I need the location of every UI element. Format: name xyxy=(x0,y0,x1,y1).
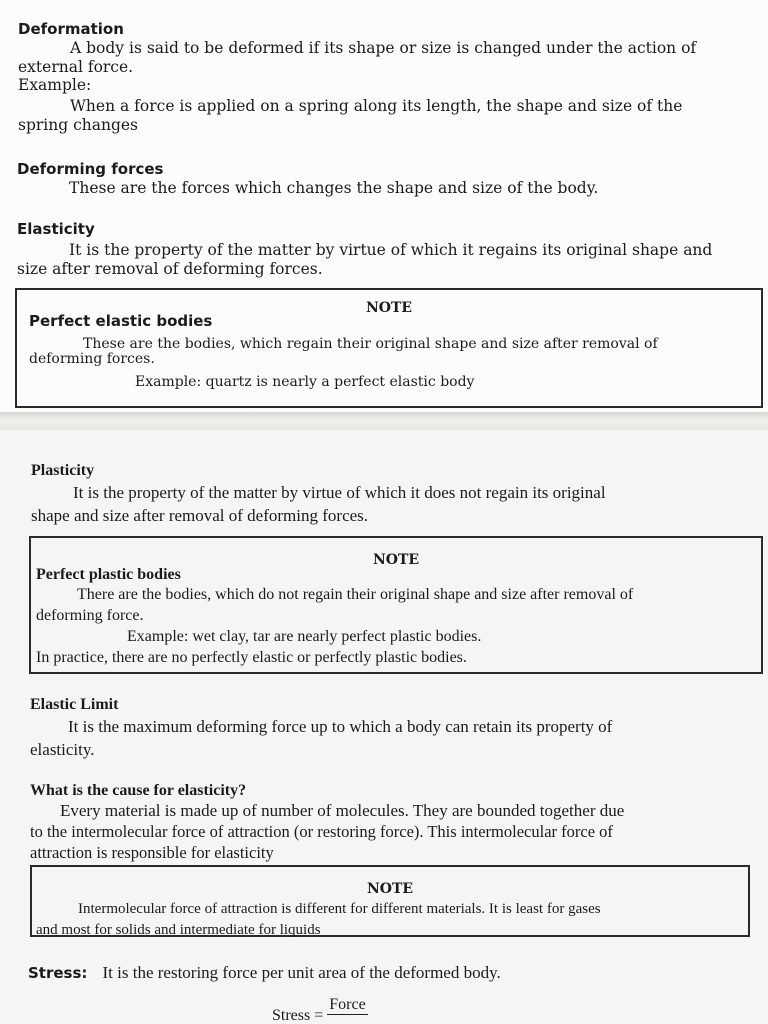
note-line2: deforming force. xyxy=(36,607,144,624)
note-line2: and most for solids and intermediate for liquids xyxy=(36,922,321,938)
note-title: NOTE xyxy=(366,881,414,897)
note-line1: There are the bodies, which do not regain their original shape and size after removal of xyxy=(77,586,634,603)
plasticity-section xyxy=(31,462,766,526)
note-subheading: Perfect elastic bodies xyxy=(29,312,213,330)
note-box-plastic xyxy=(29,536,763,674)
elasticity-line2: size after removal of deforming forces. xyxy=(17,260,323,278)
deforming-forces-text: These are the forces which changes the shape and size of the body. xyxy=(69,179,599,197)
example-label: Example: xyxy=(18,76,92,94)
deformation-ex-line2: spring changes xyxy=(18,116,139,134)
note-example: Example: quartz is nearly a perfect elastic body xyxy=(135,374,475,390)
elasticity-heading: Elasticity xyxy=(17,220,95,238)
deformation-def-line2: external force. xyxy=(18,58,134,76)
cause-heading: What is the cause for elasticity? xyxy=(30,782,247,799)
cause-line1: Every material is made up of number of molecules. They are bounded together due xyxy=(60,801,625,820)
elastic-limit-line1: It is the maximum deforming force up to which a body can retain its property of xyxy=(68,717,613,736)
deformation-section xyxy=(18,20,763,136)
note-box-elastic xyxy=(15,288,763,408)
plasticity-heading: Plasticity xyxy=(31,462,95,479)
deforming-forces-section xyxy=(17,160,762,199)
deformation-def-line1: A body is said to be deformed if its shape or size is changed under the action of xyxy=(70,39,697,57)
note-line1: These are the bodies, which regain their original shape and size after removal of xyxy=(83,336,658,352)
stress-section xyxy=(28,962,763,983)
plasticity-line2: shape and size after removal of deforming forces. xyxy=(31,506,369,525)
stress-formula-numerator: Force xyxy=(329,996,366,1013)
stress-label: Stress: xyxy=(28,964,88,982)
note-line2: deforming forces. xyxy=(29,351,155,367)
deforming-forces-heading: Deforming forces xyxy=(17,160,164,178)
note-example: Example: wet clay, tar are nearly perfect plastic bodies. xyxy=(127,628,482,645)
deformation-heading: Deformation xyxy=(18,20,124,38)
note-practice: In practice, there are no perfectly elastic or perfectly plastic bodies. xyxy=(36,649,467,666)
stress-fraction xyxy=(327,996,367,1015)
plasticity-line1: It is the property of the matter by virtue of which it does not regain its original xyxy=(73,483,606,502)
stress-formula xyxy=(272,996,572,1024)
note-title: NOTE xyxy=(365,300,413,316)
cause-line3: attraction is responsible for elasticity xyxy=(30,843,274,862)
elastic-limit-line2: elasticity. xyxy=(30,740,95,759)
note-title: NOTE xyxy=(372,552,420,568)
note-box-intermolecular xyxy=(30,865,750,937)
stress-definition: It is the restoring force per unit area of the deformed body. xyxy=(102,963,501,982)
elasticity-line1: It is the property of the matter by virtue of which it regains its original shape and xyxy=(69,241,713,259)
elastic-limit-heading: Elastic Limit xyxy=(30,696,119,713)
note-line1: Intermolecular force of attraction is different for different materials. It is least for gases xyxy=(78,901,601,917)
cause-line2: to the intermolecular force of attraction (or restoring force). This intermolecular force of xyxy=(30,822,613,841)
note-subheading: Perfect plastic bodies xyxy=(36,566,181,583)
stress-formula-lhs: Stress = xyxy=(272,1006,324,1024)
deformation-ex-line1: When a force is applied on a spring along its length, the shape and size of the xyxy=(70,97,683,115)
cause-section xyxy=(30,782,765,863)
elasticity-section xyxy=(17,220,762,280)
elastic-limit-section xyxy=(30,696,765,760)
